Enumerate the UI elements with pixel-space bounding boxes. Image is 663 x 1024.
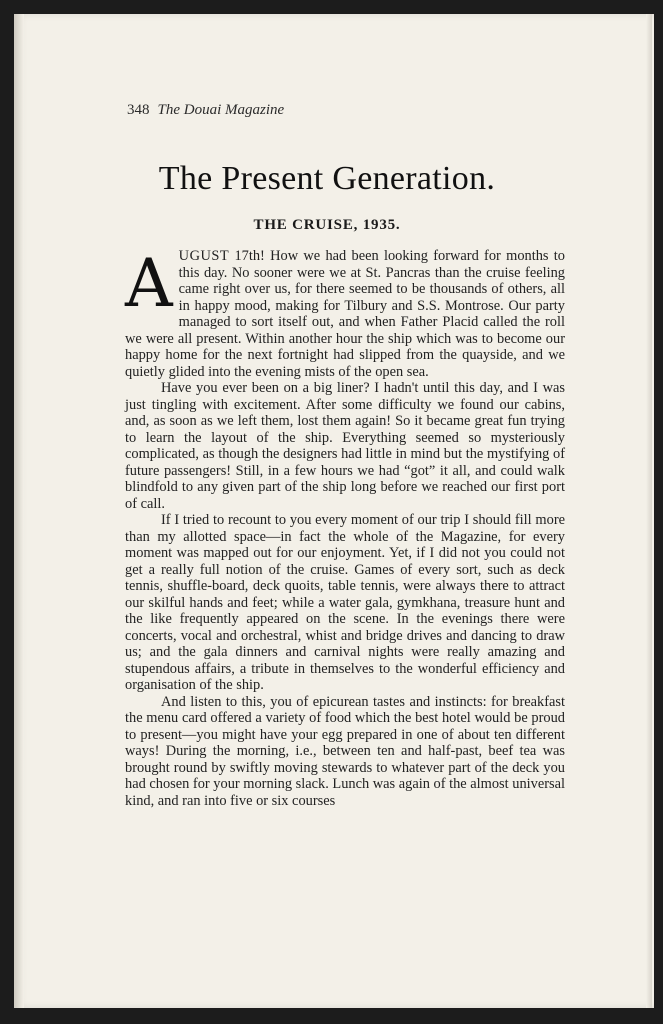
page-edge [646,14,652,1008]
article-subtitle: THE CRUISE, 1935. [253,217,401,233]
running-head [127,102,284,119]
article-body [125,245,565,809]
page-number: 348 [127,102,150,118]
paragraph-3: If I tried to recount to you every moment of our trip I should fill more than my allotted space—in fact the whole of the Magazine, for every moment was mapped out for our enjoyment. Yet, if I did not you could not get a really full notion of the cruise. Games of every sort, such as deck tennis, shuffle-board, deck quoits, table tennis, were always there to attract our skilful hands and feet; while a water gala, gymkhana, treasure hunt and the like frequently appeared on the scene. In the evenings there were concerts, vocal and orchestral, whist and bridge drives and dancing to draw us; and the gala dinners and carnival nights were really amazing and stupendous affairs, a tribute in themselves to the wonderful efficiency and organisation of the ship. [125,512,565,693]
book-page [14,14,654,1008]
paragraph-2: Have you ever been on a big liner? I hadn't until this day, and I was just tingling with excitement. After some difficulty we found our cabins, and, as soon as we left them, lost them again! So it became great fun trying to learn the layout of the ship. Everything seemed so mysteriously complicated, as though the designers had little in mind but the mystifying of future passengers! Still, in a few hours we had “got” it all, and could walk blindfold to any given part of the ship long before we reached our first port of call. [125,380,565,512]
article-title: The Present Generation. [158,160,496,197]
drop-cap: A [125,245,173,322]
paragraph-1-text: 17th! How we had been looking forward for months to this day. No sooner were we at St. Pancras than the cruise feeling came right over us, for there seemed to be thousands of others, all in happy mood, making for Tilbury and S.S. Montrose. Our party managed to sort itself out, and when Father Placid called the roll we were all present. Within another hour the ship which was to become our happy home for the next fortnight had slipped from the quayside, and we quietly glided into the evening mists of the open sea. [125,248,565,380]
first-word-rest: UGUST [178,248,230,264]
magazine-name: The Douai Magazine [157,102,285,118]
paragraph-1 [125,245,565,380]
paragraph-4: And listen to this, you of epicurean tastes and instincts: for breakfast the menu card offered a variety of food which the best hotel would be proud to present—you might have your egg prepared in one of about ten different ways! During the morning, i.e., between ten and half-past, beef tea was brought round by swiftly moving stewards to whatever part of the deck you had chosen for your morning slack. Lunch was again of the almost universal kind, and ran into five or six courses [125,693,565,809]
